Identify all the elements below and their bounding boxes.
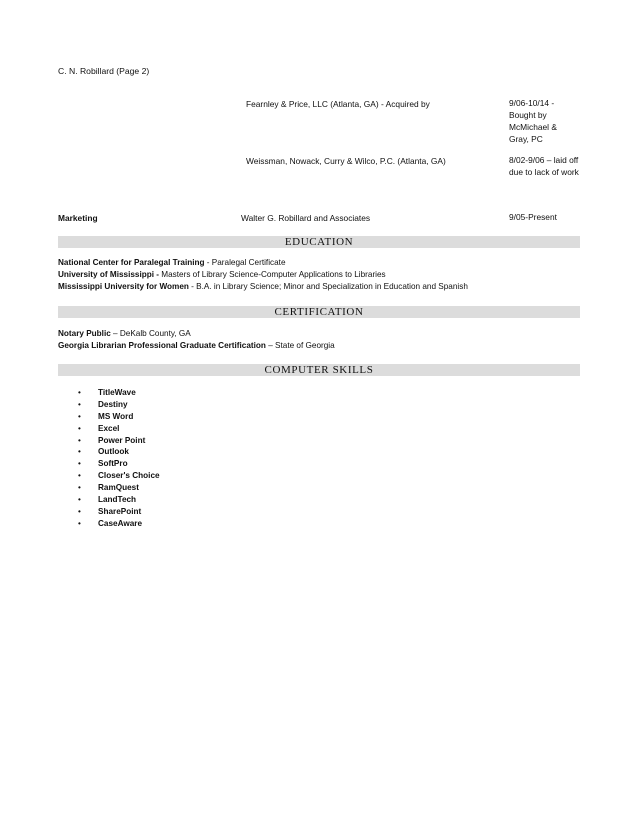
job-dates-robillard: 9/05-Present [509,212,557,222]
list-item [78,470,160,482]
certification-detail: – State of Georgia [265,341,335,350]
certification-section-header: CERTIFICATION [58,306,580,318]
bullet-icon: • [78,447,81,457]
skill-label: TitleWave [98,388,136,397]
list-item [78,387,160,399]
skill-label: SharePoint [98,506,142,516]
education-entry [58,269,386,281]
skill-label: LandTech [98,495,137,505]
job-employer-robillard: Walter G. Robillard and Associates [241,213,371,223]
list-item [78,482,160,494]
bullet-icon: • [78,399,81,409]
list-item [78,399,160,411]
certification-detail: – DeKalb County, GA [110,329,191,338]
bullet-icon: • [78,518,81,528]
list-item [78,518,160,530]
list-item [78,423,160,435]
skill-label: Excel [98,423,120,433]
education-entry [58,281,468,293]
bullet-icon: • [78,483,81,493]
job-dates-fearnley: 9/06-10/14 - Bought by McMichael & Gray, PC [509,98,557,144]
page-header: C. N. Robillard (Page 2) [58,66,150,76]
skill-label: SoftPro [98,459,128,469]
list-item [78,411,160,423]
education-detail: - Paralegal Certificate [204,258,286,267]
bullet-icon: • [78,411,81,421]
bullet-icon: • [78,495,81,505]
skills-list [78,387,160,530]
job-employer-weissman: Weissman, Nowack, Curry & Wilco, P.C. (Atlanta, GA) [246,156,446,166]
bullet-icon: • [78,506,81,516]
certification-entry [58,328,191,340]
skill-label: Destiny [98,399,128,409]
bullet-icon: • [78,388,81,397]
certification-name: Notary Public [58,329,111,338]
skill-label: Power Point [98,435,146,445]
skill-label: Closer's Choice [98,471,160,481]
education-detail: Masters of Library Science-Computer Applications to Libraries [159,270,386,279]
certification-entry [58,340,335,352]
education-section-header: EDUCATION [58,236,580,248]
list-item [78,446,160,458]
skill-label: Outlook [98,447,129,457]
education-school: Mississippi University for Women [58,282,189,291]
bullet-icon: • [78,459,81,469]
bullet-icon: • [78,423,81,433]
job-role-marketing: Marketing [58,213,98,223]
list-item [78,458,160,470]
education-detail: - B.A. in Library Science; Minor and Specialization in Education and Spanish [188,282,468,291]
certification-name: Georgia Librarian Professional Graduate Certification [58,341,266,350]
skill-label: CaseAware [98,518,142,528]
list-item [78,494,160,506]
list-item [78,506,160,518]
education-school: National Center for Paralegal Training [58,258,205,267]
skill-label: MS Word [98,411,134,421]
bullet-icon: • [78,471,81,481]
list-item [78,435,160,447]
education-school: University of Mississippi - [58,270,160,279]
skill-label: RamQuest [98,483,139,493]
computer-skills-section-header: COMPUTER SKILLS [58,364,580,376]
job-dates-weissman: 8/02-9/06 – laid off due to lack of work [509,155,579,177]
bullet-icon: • [78,435,81,445]
education-entry [58,257,286,269]
job-employer-fearnley: Fearnley & Price, LLC (Atlanta, GA) - Acquired by [246,99,430,109]
